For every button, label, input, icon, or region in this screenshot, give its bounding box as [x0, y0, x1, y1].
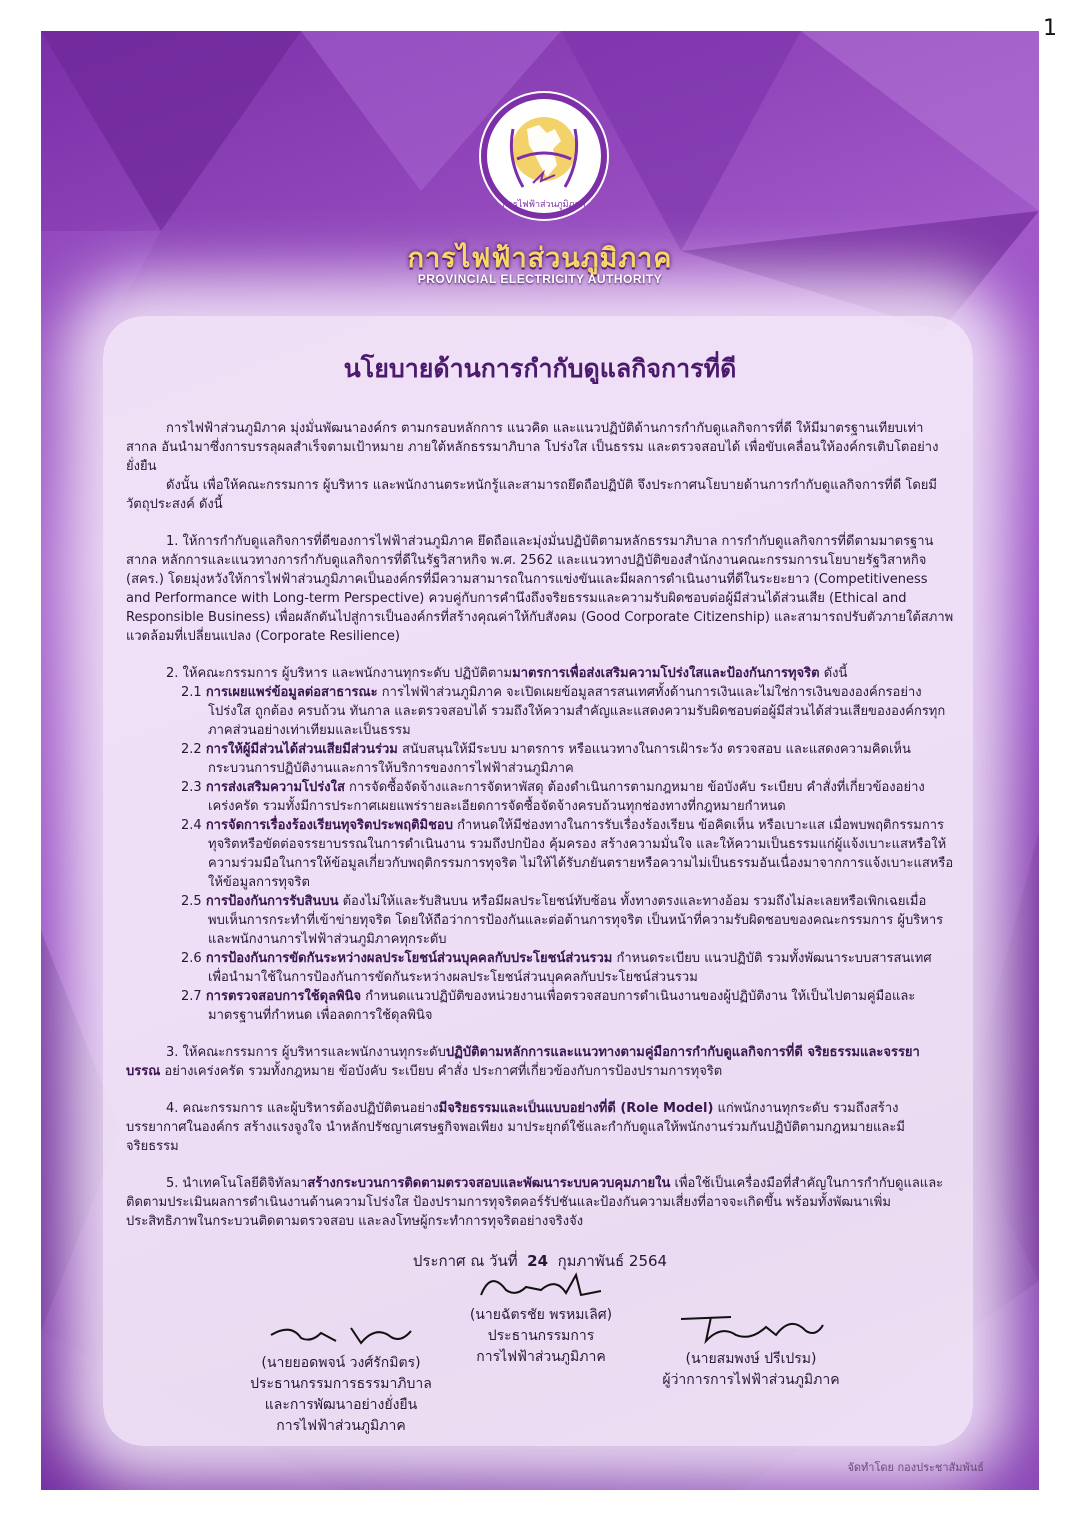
sub-text: สนับสนุนให้มีระบบ มาตรการ หรือแนวทางในการเฝ้าระวัง ตรวจสอบ และแสดงความคิดเห็นกระบวนการปฏิบัติงานและการให้บริการของการไฟฟ้าส่วนภูมิภาค: [208, 742, 911, 776]
sub-item-2-1: [181, 683, 954, 740]
sub-num: 2.1: [181, 685, 206, 700]
logo-ring-text: การไฟฟ้าส่วนภูมิภาค: [502, 200, 586, 210]
signatory-left: [221, 1313, 461, 1437]
credit-text: จัดทำโดย กองประชาสัมพันธ์: [847, 1461, 984, 1474]
sub-item-2-3: [181, 778, 954, 816]
sub-heading: การป้องกันการรับสินบน: [205, 894, 339, 909]
page-number: 1: [1043, 16, 1057, 41]
org-name-thai: การไฟฟ้าส่วนภูมิภาค: [407, 243, 673, 274]
sub-heading: การเผยแพร่ข้อมูลต่อสาธารณะ: [205, 685, 378, 700]
signatory-center: [431, 1265, 651, 1368]
sub-item-2-2: [181, 740, 954, 778]
policy-content: [126, 349, 954, 1273]
sub-text: กำหนดให้มีช่องทางในการรับเรื่องร้องเรียน ข้อคิดเห็น หรือเบาะแส เมื่อพบพฤติกรรมการทุจริตหรือขัดต่อจรรยาบรรณในการดำเนินงาน รวมถึงปกป้อง คุ้มครอง สร้างความมั่นใจ และให้ความเป็นธรรมแก่ผู้แจ้งเบาะแสหรือให้ความร่วมมือในการให้ข้อมูลเกี่ยวกับพฤติกรรมการทุจริต ไม่ให้ได้รับภยันตรายหรือความไม่เป็นธรรมอันเนื่องมาจากการแจ้งเบาะแสหรือให้ข้อมูลการทุจริต: [208, 818, 954, 890]
signature-image: [261, 1313, 421, 1353]
sub-text: การจัดซื้อจัดจ้างและการจัดหาพัสดุ ต้องดำเนินการตามกฎหมาย ข้อบังคับ ระเบียบ คำสั่งที่เกี่ยวข้องอย่างเคร่งครัด รวมทั้งมีการประกาศเผยแพร่รายละเอียดการจัดซื้อจัดจ้างครบถ้วนทุกช่องทางที่กฎหมายกำหนด: [208, 780, 925, 814]
item-2-tail: ดังนี้: [819, 666, 848, 681]
signature-image: [671, 1305, 831, 1349]
policy-item-2: [126, 664, 954, 683]
sub-item-2-6: [181, 949, 954, 987]
signatory-title-line: การไฟฟ้าส่วนภูมิภาค: [276, 1418, 406, 1434]
sub-num: 2.5: [181, 894, 206, 909]
signatory-name: (นายยอดพจน์ วงศ์รักมิตร): [261, 1355, 421, 1371]
intro-paragraph-1: การไฟฟ้าส่วนภูมิภาค มุ่งมั่นพัฒนาองค์กร ตามกรอบหลักการ แนวคิด และแนวปฏิบัติด้านการกำกับดูแลกิจการที่ดี ให้มีมาตรฐานเทียบเท่าสากล อันนำมาซึ่งการบรรลุผลสำเร็จตามเป้าหมาย ภายใต้หลักธรรมาภิบาล โปร่งใส เป็นธรรม และตรวจสอบได้ เพื่อขับเคลื่อนให้องค์กรเติบโตอย่างยั่งยืน: [126, 421, 939, 474]
sub-heading: การส่งเสริมความโปร่งใส: [205, 780, 345, 795]
sub-num: 2.3: [181, 780, 206, 795]
item-2-lead: 2. ให้คณะกรรมการ ผู้บริหาร และพนักงานทุกระดับ ปฏิบัติตาม: [166, 666, 513, 681]
sub-heading: การให้ผู้มีส่วนได้ส่วนเสียมีส่วนร่วม: [205, 742, 398, 757]
signatory-name: (นายสมพงษ์ ปรีเปรม): [685, 1351, 817, 1367]
sub-item-2-7: [181, 987, 954, 1025]
sub-num: 2.7: [181, 989, 206, 1004]
poster: [41, 31, 1039, 1490]
item-3-tail: อย่างเคร่งครัด รวมทั้งกฎหมาย ข้อบังคับ ระเบียบ คำสั่ง ประกาศที่เกี่ยวข้องกับการป้องปรามการทุจริต: [160, 1064, 723, 1079]
policy-item-4: [126, 1099, 954, 1156]
policy-title: นโยบายด้านการกำกับดูแลกิจการที่ดี: [343, 354, 737, 383]
item-4-tail: แก่พนักงานทุกระดับ รวมถึงสร้างบรรยากาศในองค์กร สร้างแรงจูงใจ นำหลักปรัชญาเศรษฐกิจพอเพียง มาประยุกต์ใช้และกำกับดูแลให้พนักงานร่วมกันปฏิบัติตามกฎหมายและมีจริยธรรม: [126, 1101, 905, 1154]
sub-num: 2.4: [181, 818, 206, 833]
date-day: 24: [527, 1252, 549, 1270]
sub-item-2-4: [181, 816, 954, 892]
policy-item-5: [126, 1174, 954, 1231]
date-prefix: ประกาศ ณ วันที่: [412, 1252, 518, 1270]
signatory-title-line: ผู้ว่าการการไฟฟ้าส่วนภูมิภาค: [662, 1372, 840, 1388]
sub-heading: การตรวจสอบการใช้ดุลพินิจ: [205, 989, 362, 1004]
item-5-tail: เพื่อใช้เป็นเครื่องมือที่สำคัญในการกำกับดูแลและติดตามประเมินผลการดำเนินงานด้านความโปร่งใส ป้องปรามการทุจริตคอร์รัปชันและป้องกันความเสี่ยงที่อาจจะเกิดขึ้น พร้อมทั้งพัฒนาเพิ่มประสิทธิภาพในกระบวนติดตามตรวจสอบ และลงโทษผู้กระทำการทุจริตอย่างจริงจัง: [126, 1176, 944, 1229]
org-name-english: PROVINCIAL ELECTRICITY AUTHORITY: [417, 272, 663, 286]
signatory-title-line: ประธานกรรมการธรรมาภิบาล: [250, 1376, 432, 1392]
date-month-year: กุมภาพันธ์ 2564: [557, 1252, 668, 1270]
item-5-bold: สร้างกระบวนการติดตามตรวจสอบและพัฒนาระบบควบคุมภายใน: [307, 1176, 671, 1191]
sub-text: การไฟฟ้าส่วนภูมิภาค จะเปิดเผยข้อมูลสารสนเทศทั้งด้านการเงินและไม่ใช่การเงินขององค์กรอย่างโปร่งใส ถูกต้อง ครบถ้วน ทันกาล และตรวจสอบได้ รวมถึงให้ความสำคัญและแสดงความรับผิดชอบต่อผู้มีส่วนได้ส่วนเสียขององค์กรทุกภาคส่วนอย่างเท่าเทียมและเป็นธรรม: [208, 685, 946, 738]
signature-image: [471, 1265, 611, 1305]
sub-text: กำหนดระเบียบ แนวปฏิบัติ รวมทั้งพัฒนาระบบสารสนเทศ เพื่อนำมาใช้ในการป้องกันการขัดกันระหว่างผลประโยชน์ส่วนบุคคลกับประโยชน์ส่วนรวม: [208, 951, 932, 985]
sub-item-2-5: [181, 892, 954, 949]
item-3-bold: ปฏิบัติตามหลักการและแนวทางตามคู่มือการกำกับดูแลกิจการที่ดี จริยธรรมและจรรยาบรรณ: [126, 1045, 920, 1079]
signatory-right: [631, 1305, 871, 1391]
sub-num: 2.6: [181, 951, 206, 966]
policy-item-1: 1. ให้การกำกับดูแลกิจการที่ดีของการไฟฟ้าส่วนภูมิภาค ยึดถือและมุ่งมั่นปฏิบัติตามหลักธรรมาภิบาล การกำกับดูแลกิจการที่ดีตามมาตรฐานสากล หลักการและแนวทางการกำกับดูแลกิจการที่ดีในรัฐวิสาหกิจ พ.ศ. 2562 และแนวทางปฏิบัติของสำนักงานคณะกรรมการนโยบายรัฐวิสาหกิจ (สคร.) โดยมุ่งหวังให้การไฟฟ้าส่วนภูมิภาคเป็นองค์กรที่มีความสามารถในการแข่งขันและมีผลการดำเนินงานที่ดีในระยะยาว (Competitiveness and Performance with Long-term Perspective) ควบคู่กับการคำนึงถึงจริยธรรมและความรับผิดชอบต่อผู้มีส่วนได้ส่วนเสีย (Ethical and Responsible Business) เพื่อผลักดันไปสู่การเป็นองค์กรที่สร้างคุณค่าให้กับสังคม (Good Corporate Citizenship) และสามารถปรับตัวภายใต้สภาพแวดล้อมที่เปลี่ยนแปลง (Corporate Resilience): [126, 534, 954, 644]
item-4-bold: มีจริยธรรมและเป็นแบบอย่างที่ดี (Role Model): [438, 1101, 714, 1116]
sub-num: 2.2: [181, 742, 206, 757]
signatory-name: (นายฉัตรชัย พรหมเลิศ): [469, 1307, 613, 1323]
item-2-bold: มาตรการเพื่อส่งเสริมความโปร่งใสและป้องกันการทุจริต: [512, 666, 820, 681]
signatory-title-line: การไฟฟ้าส่วนภูมิภาค: [476, 1349, 606, 1365]
item-5-lead: 5. นำเทคโนโลยีดิจิทัลมา: [166, 1176, 308, 1191]
sub-heading: การป้องกันการขัดกันระหว่างผลประโยชน์ส่วนบุคคลกับประโยชน์ส่วนรวม: [205, 951, 613, 966]
intro-paragraph-2: ดังนั้น เพื่อให้คณะกรรมการ ผู้บริหาร และพนักงานตระหนักรู้และสามารถยึดถือปฏิบัติ จึงประกาศนโยบายด้านการกำกับดูแลกิจการที่ดี โดยมีวัตถุประสงค์ ดังนี้: [126, 478, 937, 512]
sub-text: ต้องไม่ให้และรับสินบน หรือมีผลประโยชน์ทับซ้อน ทั้งทางตรงและทางอ้อม รวมถึงไม่ละเลยหรือเพิกเฉยเมื่อพบเห็นการกระทำที่เข้าข่ายทุจริต โดยให้ถือว่าการป้องกันและต่อต้านการทุจริต เป็นหน้าที่ความรับผิดชอบของคณะกรรมการ ผู้บริหาร และพนักงานการไฟฟ้าส่วนภูมิภาคทุกระดับ: [208, 894, 944, 947]
signatory-title-line: ประธานกรรมการ: [487, 1328, 595, 1344]
sub-text: กำหนดแนวปฏิบัติของหน่วยงานเพื่อตรวจสอบการดำเนินงานของผู้ปฏิบัติงาน ให้เป็นไปตามคู่มือและมาตรฐานที่กำหนด เพื่อลดการใช้ดุลพินิจ: [208, 989, 916, 1023]
pea-logo: [477, 89, 611, 223]
sub-heading: การจัดการเรื่องร้องเรียนทุจริตประพฤติมิชอบ: [205, 818, 453, 833]
item-3-lead: 3. ให้คณะกรรมการ ผู้บริหารและพนักงานทุกระดับ: [166, 1045, 446, 1060]
item-4-lead: 4. คณะกรรมการ และผู้บริหารต้องปฏิบัติตนอย่าง: [166, 1101, 439, 1116]
signatory-title-line: และการพัฒนาอย่างยั่งยืน: [264, 1397, 418, 1413]
policy-item-3: [126, 1043, 954, 1081]
